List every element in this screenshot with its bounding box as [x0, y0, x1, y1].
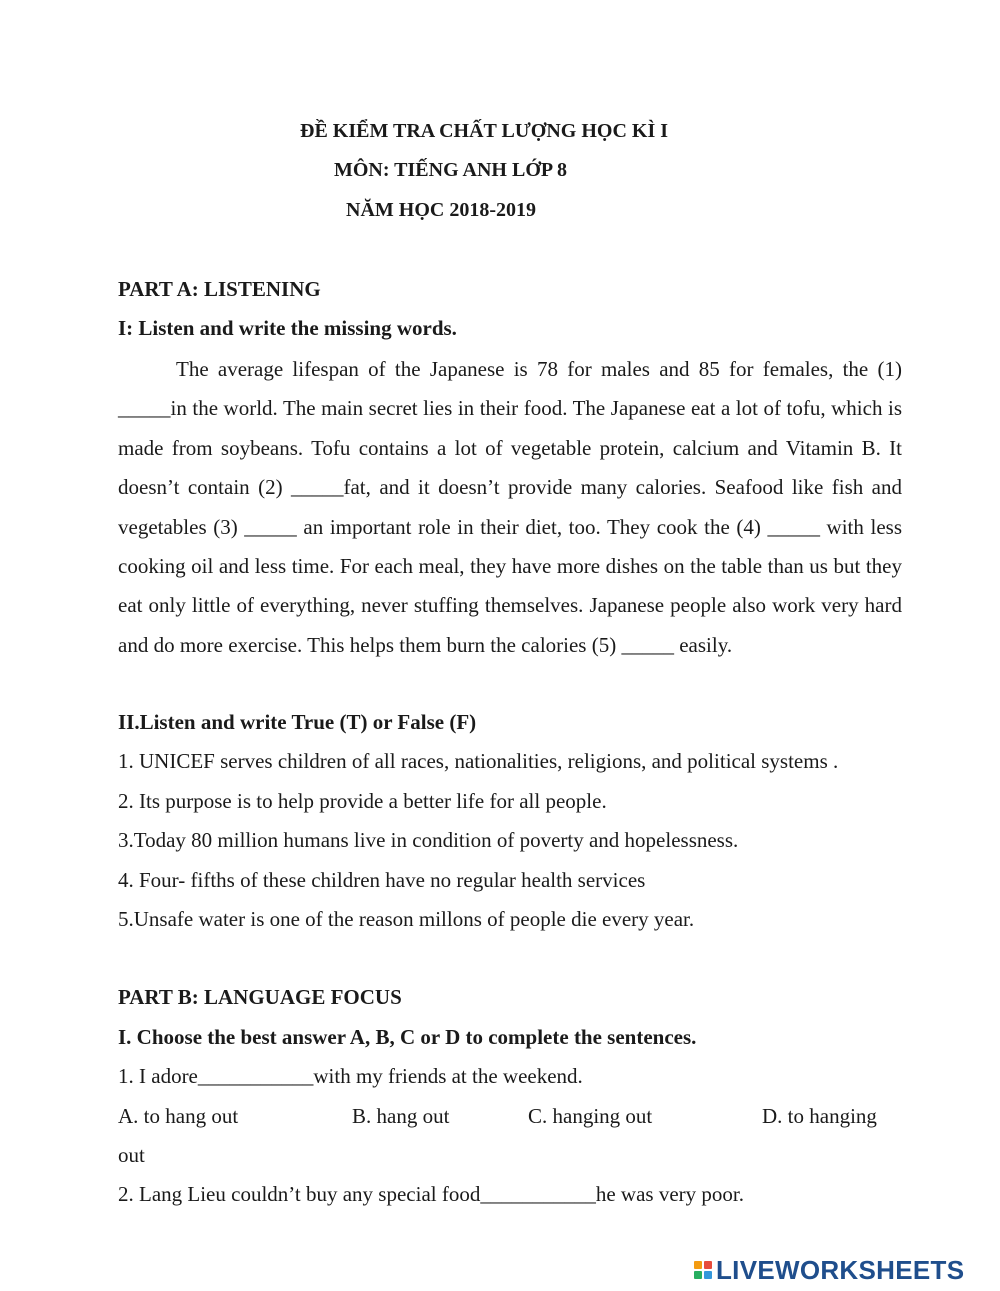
q1-option-a: A. to hang out [118, 1104, 239, 1128]
passage-text: The average lifespan of the Japanese is 78 for males and 85 for females, the (1) _____in the world. The main secret lies in their food. The Japanese eat a lot of tofu, which is made from soybeans. Tofu contains a lot of vegetable protein, calcium and Vitamin B. It doesn’t contain (2) _____fat, and it doesn’t provide many calories. Seafood like fish and vegetables (3) _____ an important role in their diet, too. They cook the (4) _____ with less cooking oil and less time. For each meal, they have more dishes on the table than us but they eat only little of everything, never stuffing themselves. Japanese people also work very hard and do more exercise. This helps them burn the calories (5) _____ easily. [118, 357, 902, 657]
subject-title: MÔN: TIẾNG ANH LỚP 8 [334, 159, 567, 181]
liveworksheets-logo [694, 1253, 964, 1287]
q1-option-d: D. to hanging [762, 1104, 877, 1128]
exam-title: ĐỀ KIỂM TRA CHẤT LƯỢNG HỌC KÌ I [300, 120, 669, 142]
part-a-heading: PART A: LISTENING [118, 277, 321, 301]
part-b-section1-heading: I. Choose the best answer A, B, C or D to complete the sentences. [118, 1025, 697, 1049]
q1-option-b: B. hang out [352, 1104, 450, 1128]
part-b-heading: PART B: LANGUAGE FOCUS [118, 985, 402, 1009]
question-2-text: 2. Lang Lieu couldn’t buy any special food___________he was very poor. [118, 1182, 744, 1206]
question-1-text: 1. I adore___________with my friends at the weekend. [118, 1064, 583, 1088]
logo-square-icon [694, 1271, 702, 1279]
true-false-item: 2. Its purpose is to help provide a better life for all people. [118, 789, 607, 813]
true-false-item: 4. Four- fifths of these children have no regular health services [118, 868, 646, 892]
true-false-item: 5.Unsafe water is one of the reason millons of people die every year. [118, 907, 695, 931]
liveworksheets-logo-icon [694, 1261, 712, 1279]
logo-square-icon [704, 1261, 712, 1269]
true-false-item: 1. UNICEF serves children of all races, nationalities, religions, and political systems . [118, 749, 839, 773]
true-false-item: 3.Today 80 million humans live in condition of poverty and hopelessness. [118, 828, 739, 852]
school-year-title: NĂM HỌC 2018-2019 [346, 199, 536, 221]
listening-passage [118, 350, 902, 665]
liveworksheets-wordmark: LIVEWORKSHEETS [716, 1254, 965, 1285]
logo-square-icon [694, 1261, 702, 1269]
part-a-section2-heading: II.Listen and write True (T) or False (F) [118, 710, 477, 734]
part-a-section1-heading: I: Listen and write the missing words. [118, 316, 457, 340]
q1-option-c: C. hanging out [528, 1104, 653, 1128]
logo-square-icon [704, 1271, 712, 1279]
q1-option-d-continuation: out [118, 1143, 145, 1167]
